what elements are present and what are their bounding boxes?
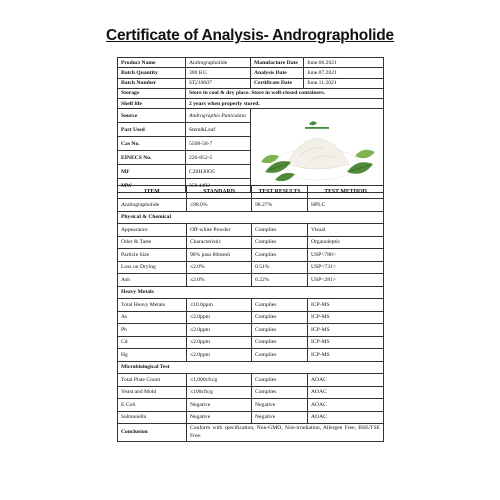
column-header-item: ITEM (118, 186, 187, 199)
mf-label: MF (118, 165, 186, 179)
cell-item: Particle Size (118, 249, 187, 262)
table-row (118, 399, 384, 412)
cell-standard: ≥98.0% (187, 199, 252, 212)
cell-method: USP<731> (308, 261, 384, 274)
cell-standard: ≤1,000cfu/g (187, 374, 252, 387)
batch-quantity-label: Batch Quantity (118, 68, 186, 78)
cell-method: AOAC (308, 386, 384, 399)
manufacture-date-value: June.06.2021 (304, 58, 384, 68)
cell-standard: ≤10.0ppm (187, 299, 252, 312)
cell-standard: ≤2.0% (187, 274, 252, 287)
analysis-date-label: Analysis Date (251, 68, 304, 78)
info-row (118, 68, 384, 78)
table-row (118, 311, 384, 324)
column-header-standard: STANDARD (187, 186, 252, 199)
cell-standard: ≤2.0ppm (187, 311, 252, 324)
cas-value: 5508-58-7 (186, 137, 251, 151)
table-row (118, 199, 384, 212)
product-photo (251, 112, 384, 190)
conclusion-row (118, 424, 384, 442)
cell-method: ICP-MS (308, 324, 384, 337)
storage-label: Storage (118, 88, 186, 98)
product-name-label: Product Name (118, 58, 186, 68)
cell-method: USP<281> (308, 274, 384, 287)
part-used-value: Stem&Leaf (186, 123, 251, 137)
cell-method: ICP-MS (308, 311, 384, 324)
table-row (118, 374, 384, 387)
cell-method: Visual (308, 224, 384, 237)
cell-standard: ≤2.0ppm (187, 324, 252, 337)
cell-method: HPLC (308, 199, 384, 212)
cell-standard: Negative (187, 399, 252, 412)
info-row (118, 99, 384, 109)
table-row (118, 261, 384, 274)
manufacture-date-label: Manufacture Date (251, 58, 304, 68)
cell-item: Hg (118, 349, 187, 362)
cell-result: Complies (252, 311, 308, 324)
section-heading-row (118, 211, 384, 224)
einecs-value: 226-852-5 (186, 151, 251, 165)
table-row (118, 236, 384, 249)
cell-item: Ash (118, 274, 187, 287)
cell-item: Total Plate Count (118, 374, 187, 387)
cell-item: Yeast and Mold (118, 386, 187, 399)
section-heading-row (118, 286, 384, 299)
cell-item: Pb (118, 324, 187, 337)
cell-result: Complies (252, 236, 308, 249)
section-heading-physical: Physical & Chemical (118, 211, 384, 224)
column-header-method: TEST METHOD (308, 186, 384, 199)
cell-standard: ≤2.0% (187, 261, 252, 274)
table-row (118, 336, 384, 349)
cell-standard: Characteristic (187, 236, 252, 249)
cell-method: USP<786> (308, 249, 384, 262)
storage-value: Store in cool & dry place. Store in well-closed containers. (186, 88, 384, 98)
section-heading-micro: Microbiological Test (118, 361, 384, 374)
document-title: Certificate of Analysis- Andrographolide (106, 27, 394, 44)
conclusion-label: Conclusion (118, 424, 187, 442)
info-row (118, 88, 384, 98)
table-row (118, 274, 384, 287)
mw-label: MW (118, 179, 186, 193)
shelf-life-value: 2 years when properly stored. (186, 99, 384, 109)
batch-number-label: Batch Number (118, 78, 186, 88)
cell-item: Andrographolide (118, 199, 187, 212)
cell-item: Salmonella (118, 411, 187, 424)
cell-result: Negative (252, 411, 308, 424)
cell-result: 0.51% (252, 261, 308, 274)
cell-method: Organoleptic (308, 236, 384, 249)
test-results-table (117, 185, 384, 442)
table-row (118, 224, 384, 237)
batch-number-value: ST210607 (186, 78, 251, 88)
cell-method: AOAC (308, 399, 384, 412)
cell-result: Complies (252, 249, 308, 262)
table-row (118, 299, 384, 312)
cell-result: Complies (252, 374, 308, 387)
info-row (118, 58, 384, 68)
product-name-value: Andrographolide (186, 58, 251, 68)
cas-label: Cas No. (118, 137, 186, 151)
info-row (118, 109, 384, 123)
cell-result: Complies (252, 336, 308, 349)
batch-quantity-value: 300 KG (186, 68, 251, 78)
cell-standard: Off-white Powder (187, 224, 252, 237)
cell-standard: Negative (187, 411, 252, 424)
certificate-date-label: Certificate Date (251, 78, 304, 88)
cell-result: 98.27% (252, 199, 308, 212)
analysis-date-value: June.07.2021 (304, 68, 384, 78)
cell-result: Complies (252, 299, 308, 312)
table-header-row (118, 186, 384, 199)
cell-item: E.Coli (118, 399, 187, 412)
table-row (118, 386, 384, 399)
cell-result: 0.22% (252, 274, 308, 287)
cell-method: ICP-MS (308, 336, 384, 349)
cell-standard: ≤2.0ppm (187, 349, 252, 362)
table-row (118, 411, 384, 424)
cell-standard: ≤100cfu/g (187, 386, 252, 399)
info-row (118, 78, 384, 88)
table-row (118, 324, 384, 337)
conclusion-text: Conform with specification, Non-GMO, Non-irradiation, Allergen Free, BSE/TSE Free. (187, 424, 384, 442)
cell-method: ICP-MS (308, 349, 384, 362)
cell-item: Cd (118, 336, 187, 349)
table-row (118, 349, 384, 362)
cell-result: Complies (252, 349, 308, 362)
cell-method: ICP-MS (308, 299, 384, 312)
cell-result: Complies (252, 224, 308, 237)
section-heading-row (118, 361, 384, 374)
cell-result: Negative (252, 399, 308, 412)
mw-value: 350.4492 (186, 179, 251, 193)
source-label: Source (118, 109, 186, 123)
cell-item: Odor & Taste (118, 236, 187, 249)
table-row (118, 249, 384, 262)
source-value: Andrographis Paniculata (186, 109, 251, 123)
einecs-label: EINECS No. (118, 151, 186, 165)
mf-value: C20H30O5 (186, 165, 251, 179)
cell-item: Loss on Drying (118, 261, 187, 274)
cell-item: Appearance (118, 224, 187, 237)
cell-method: AOAC (308, 411, 384, 424)
cell-item: Total Heavy Metals (118, 299, 187, 312)
column-header-results: TEST RESULTS (252, 186, 308, 199)
cell-item: As (118, 311, 187, 324)
cell-standard: 98% pass 80mesh (187, 249, 252, 262)
cell-method: AOAC (308, 374, 384, 387)
cell-result: Complies (252, 386, 308, 399)
section-heading-heavy-metals: Heavy Metals (118, 286, 384, 299)
product-info-table (117, 57, 384, 193)
product-image-cell (251, 109, 384, 193)
certificate-date-value: June.11.2021 (304, 78, 384, 88)
shelf-life-label: Shelf life (118, 99, 186, 109)
part-used-label: Part Used (118, 123, 186, 137)
cell-result: Complies (252, 324, 308, 337)
cell-standard: ≤2.0ppm (187, 336, 252, 349)
